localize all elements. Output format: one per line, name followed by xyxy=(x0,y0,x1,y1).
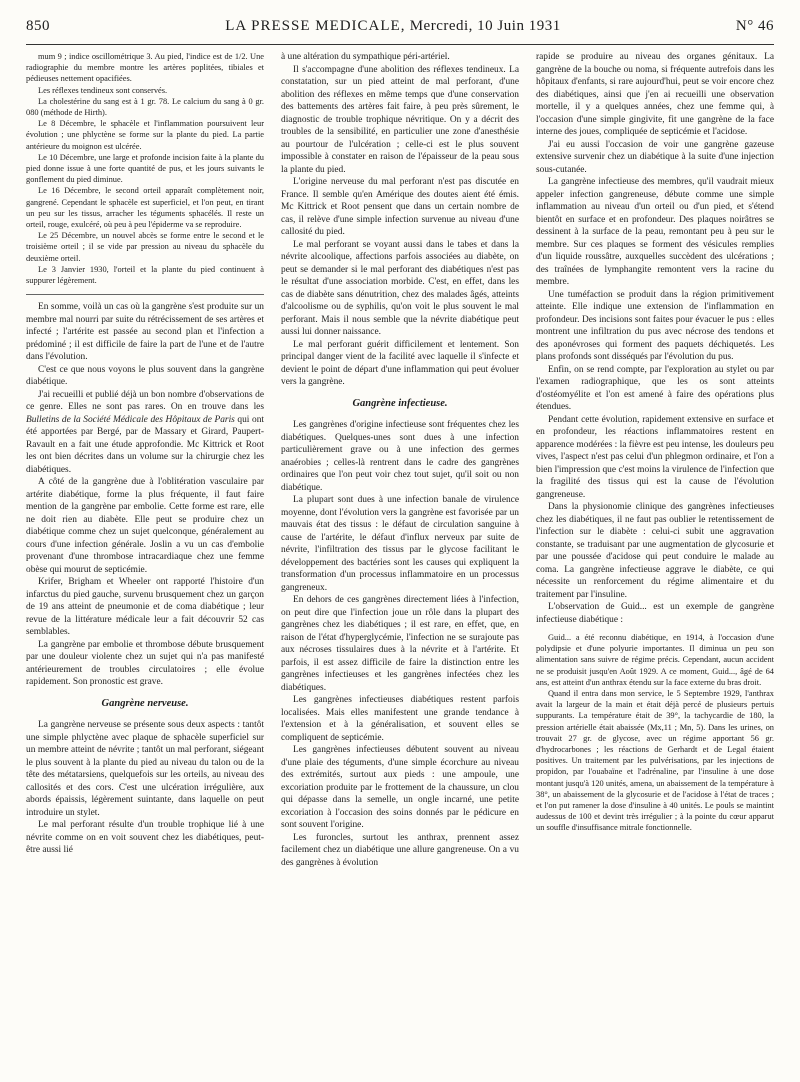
paragraph: Les réflexes tendineux sont conservés. xyxy=(38,85,168,95)
paragraph: Les furoncles, surtout les anthrax, prennent assez facilement chez un diabétique une allure gangreneuse. On a vu des gangrènes à évolution xyxy=(281,832,519,868)
column-3 xyxy=(536,51,774,869)
paragraph: Pendant cette évolution, rapidement extensive en surface et en profondeur, les réactions inflammatoires restent en apparence modérées : la fièvre est peu intense, les douleurs peu vives, l'aspect n'est pas celui d'un phlegmon ordinaire, et l'on a bien l'impression que c'est moins la virulence de l'infection que la fragilité des tissus qui est la cause de l'évolution gangreneuse. xyxy=(536,414,774,500)
paragraph: C'est ce que nous voyons le plus souvent dans la gangrène diabétique. xyxy=(26,364,264,388)
paragraph: Une tuméfaction se produit dans la région primitivement atteinte. Elle indique une extension de l'inflammation en profondeur. Des incisions sont faites pour évacuer le pus : elles montrent une infiltration du pus avec nécrose des tendons et des aponévroses qui forment des paquets déchiquetés. Les plans profonds sont disséqués par l'évolution du pus. xyxy=(536,289,774,362)
paragraph: Krifer, Brigham et Wheeler ont rapporté l'histoire d'un infarctus du pied gauche, survenu brusquement chez un garçon de 19 ans atteint de pneumonie et de coma diabétique ; leur revue de la littérature médicale leur a fait découvrir 52 cas semblables. xyxy=(26,577,264,638)
journal-reference: Bulletins de la Société Médicale des Hôpitaux de Paris xyxy=(26,414,235,425)
paragraph: mum 9 ; indice oscillométrique 3. Au pied, l'indice est de 1/2. Une radiographie du membre montre les artères poplitées, tibiales et pédieuses nettement opacifiées. xyxy=(26,52,264,84)
paragraph: Le 10 Décembre, une large et profonde incision faite à la plante du pied donne issue à une forte quantité de pus, et les jours suivants le gonflement du pied diminue. xyxy=(26,152,264,185)
issue-number: N° 46 xyxy=(735,18,774,34)
paragraph: Les gangrènes infectieuses diabétiques restent parfois localisées. Mais elles manifestent une grande tendance à l'extension et à la généralisation, et souvent elles se compliquent de septicémie. xyxy=(281,695,519,743)
paragraph: Le mal perforant résulte d'un trouble trophique lié à une névrite comme on en voit souvent chez les diabétiques, peut-être aussi lié xyxy=(26,820,264,856)
text-columns xyxy=(26,51,774,869)
paragraph: Le mal perforant guérit difficilement et lentement. Son principal danger vient de la facilité avec laquelle il s'infecte et devient le point de départ d'une inflammation qui peut évoluer vers la gangrène. xyxy=(281,339,519,387)
running-title xyxy=(50,18,736,35)
paragraph: L'observation de Guid... est un exemple de gangrène infectieuse diabétique : xyxy=(536,602,774,625)
text-run: J'ai recueilli et publié déjà un bon nombre d'observations de ce genre. Elles ne sont pas rares. On en trouve dans les xyxy=(26,389,264,413)
header-rule xyxy=(26,44,774,45)
paragraph: Le 8 Décembre, le sphacèle et l'inflammation poursuivent leur évolution ; une phlyctène se forme sur la plante du pied. La partie antérieure du moignon est ulcérée. xyxy=(26,119,264,151)
section-heading: Gangrène infectieuse. xyxy=(352,397,448,409)
paragraph: à une altération du sympathique péri-artériel. xyxy=(281,52,450,62)
section-heading: Gangrène nerveuse. xyxy=(101,697,189,709)
paragraph: A côté de la gangrène due à l'oblitération vasculaire par artérite diabétique, forme la plus fréquente, il faut faire mention de la gangrène par embolie. Cette forme est rare, elle ne doit rien au diabète. Elle peut se produire chez un diabétique comme chez un sujet quelconque, généralement au cours d'une infection générale. Joslin a vu un cas d'embolie provenant d'une thrombose intracardiaque chez une femme obèse qui mourut de septicémie. xyxy=(26,477,264,575)
page-number: 850 xyxy=(26,18,50,34)
paragraph: Le 25 Décembre, un nouvel abcès se forme entre le second et le troisième orteil ; il se vide par pression au niveau du sphacèle du deuxième orteil. xyxy=(26,231,264,263)
journal-name: LA PRESSE MEDICALE, xyxy=(225,18,406,34)
paragraph: Le mal perforant se voyant aussi dans le tabes et dans la névrite alcoolique, affections parfois associées au diabète, on peut se demander si le mal perforant des diabétiques n'est pas le résultat d'une association morbide. C'est, en effet, dans les cas de diabète sans dénutrition, chez des malades âgés, atteints d'alcoolisme ou de syphilis, qu'on voit le plus souvent le mal perforant. Mais il nous semble que la névrite diabétique peut aussi lui donner naissance. xyxy=(281,239,519,337)
paragraph: Quand il entra dans mon service, le 5 Septembre 1929, l'anthrax avait la largeur de la main et était déjà percé de plusieurs pertuis suppurants. La température était de 39°, la tachycardie de 180, la pression artérielle était abaissée (Mx,11 ; Mn, 5). Dans les urines, on trouvait 27 gr. de glycose, avec un régime apportant 56 gr. d'hydrocarbones ; les réactions de Gerhardt et de Legal étaient positives. Un traitement par les pulvérisations, par les injections de propidon, par l'ouabaïne et l'adrénaline, par l'insuline à une dose montant jusqu'à 120 unités, amena, un abaissement de la température à 38°, un abaissement de la glycosurie et de l'acidose à l'état de traces ; et l'on put ramener la dose d'insuline à 40 unités. Le pouls se maintint audessus de 100 et devint très irrégulier ; à la pointe du cœur apparut un souffle d'insuffisance mitrale fonctionnelle. xyxy=(536,689,774,833)
page-header xyxy=(26,18,774,40)
paragraph: La gangrène infectieuse des membres, qu'il vaudrait mieux appeler infection gangreneuse, débute comme une simple inflammation au niveau d'un orteil ou d'un pied, et s'étend bientôt en surface et en profondeur. Des plaques noirâtres se dessinent à la surface de la peau, remontant peu à peu sur le membre. Sur ces plaques se forment des vésicules remplies d'un liquide roussâtre, auxquelles succèdent des ulcérations ; des traînées de lymphangite remontent vers la racine du membre. xyxy=(536,177,774,287)
paragraph: Le 16 Décembre, le second orteil apparaît complètement noir, gangrené. Cependant le sphacèle est superficiel, et l'on peut, en tirant un peu sur les tissus, arracher les téguments sphacélés. Il reste un orteil, rouge, exulcéré, où peu à peu l'épiderme va se reproduire. xyxy=(26,186,264,230)
paragraph: La plupart sont dues à une infection banale de virulence moyenne, dont l'évolution vers la gangrène est favorisée par un mauvais état des tissus : le défaut de circulation sanguine à cause de l'artérite, le défaut d'influx nerveux par suite de névrite, l'infiltration des tissus par le glycose facilitant le développement des bactéries sont les causes qui expliquent la transformation d'un processus inflammatoire en un processus gangreneux. xyxy=(281,495,519,593)
paragraph: La cholestérine du sang est à 1 gr. 78. Le calcium du sang à 0 gr. 080 (méthode de Hirth). xyxy=(26,96,264,118)
issue-date: Mercredi, 10 Juin 1931 xyxy=(409,18,561,34)
paragraph: Dans la physionomie clinique des gangrènes infectieuses chez les diabétiques, il ne faut pas oublier le retentissement de l'infection sur le diabète : celui-ci subit une aggravation constante, se traduisant par une augmentation de glycosurie et par une poussée d'acidose qui peut conduire le malade au coma. La gangrène infectieuse aggrave le diabète, ce qui nécessite un renforcement du régime alimentaire et du traitement par l'insuline. xyxy=(536,502,774,600)
paragraph: Les gangrènes d'origine infectieuse sont fréquentes chez les diabétiques. Quelques-unes sont dues à une infection particulièrement grave ou à une infection des germes anaérobies ; celles-là rentrent dans le cadre des gangrènes ordinaires que l'on peut voir chez tout sujet, qu'il soit ou non diabétique. xyxy=(281,420,519,493)
section-divider xyxy=(26,294,264,295)
paragraph: La gangrène nerveuse se présente sous deux aspects : tantôt une simple phlyctène avec plaque de sphacèle superficiel sur un membre atteint de névrite ; tantôt un mal perforant, siégeant le plus souvent à la plante du pied au niveau du talon ou de la tête des métatarsiens, quelquefois sur les orteils, au niveau des callosités et des cors. C'est une ulcération irrégulière, aux abords épaissis, légèrement suintante, dans laquelle on peut introduire un stylet. xyxy=(26,720,264,818)
paragraph: Il s'accompagne d'une abolition des réflexes tendineux. La constatation, sur un pied atteint de mal perforant, d'une abolition des réflexes en même temps que d'une conservation des battements des artères fait faire, à peu près sûrement, le diagnostic de trouble trophique névritique. On y a décrit des troubles de la sensibilité, en particulier une zone d'anesthésie au pourtour de l'ulcération ; celle-ci est le plus souvent impossible à constater en raison de l'épaisseur de la peau sous la plante du pied. xyxy=(281,64,519,175)
paragraph: En somme, voilà un cas où la gangrène s'est produite sur un membre mal nourri par suite du rétrécissement de ses artères et infecté ; l'artérite est passée au second plan et l'infection a prédominé ; il est difficile de faire la part de l'une et de l'autre dans l'évolution. xyxy=(26,302,264,363)
paragraph: La gangrène par embolie et thrombose débute brusquement par une douleur violente chez un sujet qui n'a pas manifesté antérieurement de troubles circulatoires ; elle évolue rapidement. Son pronostic est grave. xyxy=(26,639,264,688)
paragraph: L'origine nerveuse du mal perforant n'est pas discutée en France. Il semble qu'en Amérique des doutes aient été émis. Mc Kittrick et Root pensent que dans un certain nombre de cas, il relève d'une simple infection survenue au niveau d'une callosité du pied. xyxy=(281,177,519,237)
text-run: qui ont été apportées par Bergé, par de Massary et Girard, Paupert-Ravault en a fait une étude approfondie. Mc Kittrick et Root les ont bien décrites dans un volume sur la chirurgie chez les diabétiques. xyxy=(26,414,264,475)
paragraph: Les gangrènes infectieuses débutent souvent au niveau d'une plaie des téguments, d'une simple écorchure au niveau des extrémités, surtout aux pieds : une ampoule, une excoriation produite par le frottement de la chaussure, un clou qui dépasse dans la semelle, un ongle incarné, une petite excoriation à l'occasion des soins donnés par le pédicure en sont souvent l'origine. xyxy=(281,745,519,830)
paragraph xyxy=(26,389,264,477)
paragraph: Guid... a été reconnu diabétique, en 1914, à l'occasion d'une polydipsie et d'une polyurie importantes. Il diminua un peu son alimentation sans suivre de régime précis. Cependant, aucun accident ne se produisit jusqu'en Août 1929. A ce moment, Guid..., âgé de 64 ans, est atteint d'un anthrax étendu sur la face externe du bras droit. xyxy=(536,633,774,687)
paragraph: rapide se produire au niveau des organes génitaux. La gangrène de la bouche ou noma, si fréquente autrefois dans les hôpitaux d'enfants, si rare aujourd'hui, peut se voir encore chez des diabétiques, ainsi que j'en ai recueilli une observation mortelle, il y a quelques années, chez une femme qui, à l'occasion d'une simple gingivite, fit une gangrène de la face interne des joues, compliquée de septicémie et l'acidose. xyxy=(536,52,774,137)
paragraph: J'ai eu aussi l'occasion de voir une gangrène gazeuse extensive survenir chez un diabétique à la suite d'une injection sous-cutanée. xyxy=(536,139,774,175)
paragraph: Enfin, on se rend compte, par l'exploration au stylet ou par l'examen radiographique, que les os sont atteints d'ostéomyélite et l'on est amené à faire des opérations plus étendues. xyxy=(536,364,774,412)
paragraph: Le 3 Janvier 1930, l'orteil et la plante du pied continuent à suppurer légèrement. xyxy=(26,264,264,286)
column-1 xyxy=(26,51,264,869)
paragraph: En dehors de ces gangrènes directement liées à l'infection, on peut dire que l'infection joue un rôle dans la plupart des gangrènes chez les diabétiques ; il est rare, en effet, que, en raison de l'état d'hyperglycémie, l'infection ne se surajoute pas aux nécroses tissulaires dues à la névrite et à l'artérite. Et parfois, il est assez difficile de faire la distinction entre les gangrènes infectieuses et les gangrènes infectées chez les diabétiques. xyxy=(281,595,519,693)
column-2 xyxy=(281,51,519,869)
